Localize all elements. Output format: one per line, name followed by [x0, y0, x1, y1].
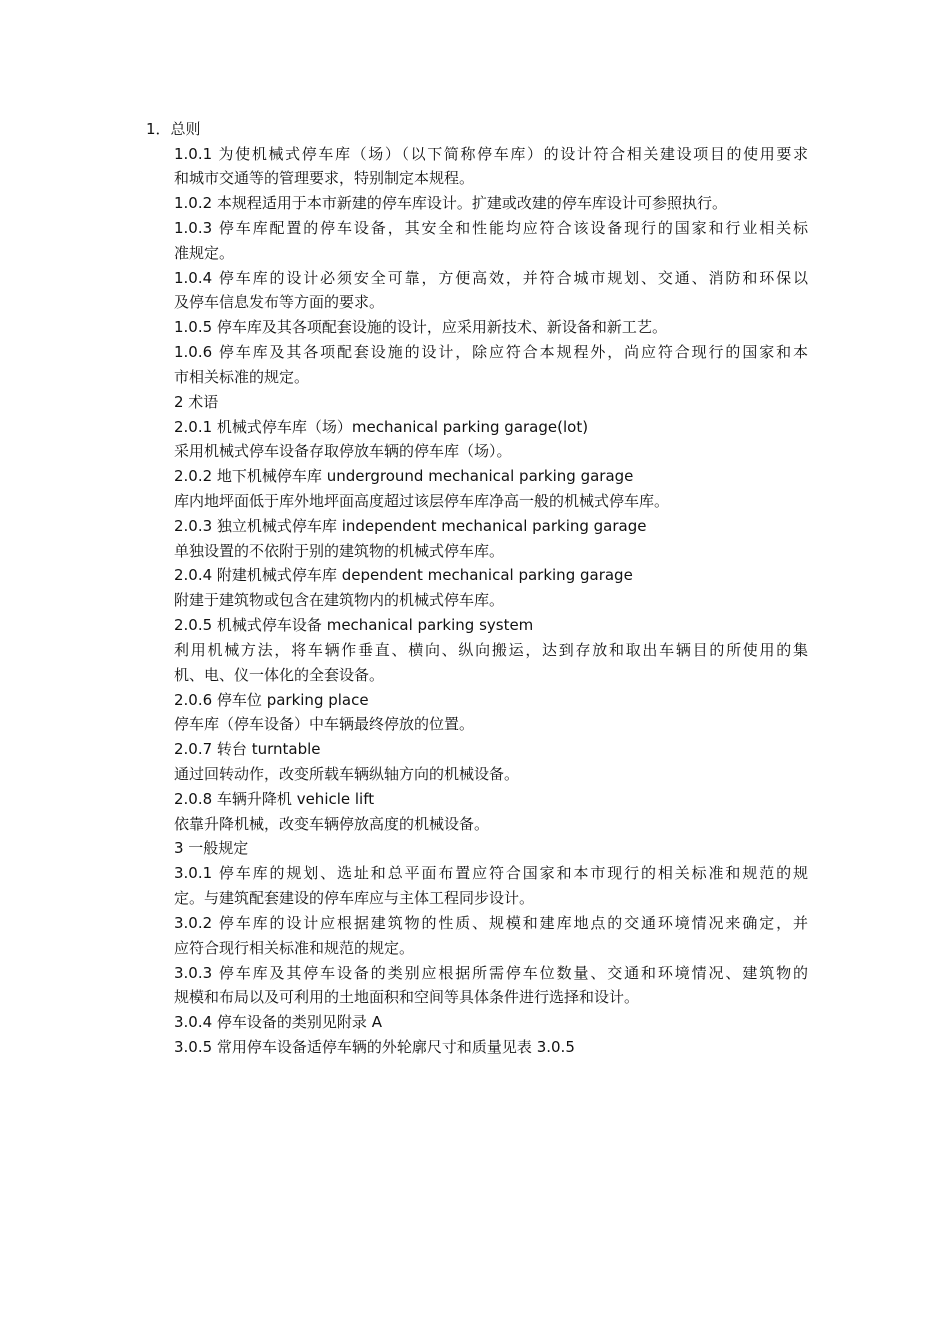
term-2-0-3-definition: 单独设置的不依附于别的建筑物的机械式停车库。 [174, 542, 505, 560]
clause-3-0-4: 3.0.4 停车设备的类别见附录 A [174, 1013, 382, 1031]
term-2-0-4-definition: 附建于建筑物或包含在建筑物内的机械式停车库。 [174, 591, 505, 609]
section-heading-terms: 2 术语 [174, 393, 219, 411]
term-2-0-2: 2.0.2 地下机械停车库 underground mechanical parking garage [174, 467, 634, 485]
term-2-0-1: 2.0.1 机械式停车库（场）mechanical parking garage(lot) [174, 418, 589, 436]
term-2-0-8: 2.0.8 车辆升降机 vehicle lift [174, 790, 375, 808]
section-heading-general-rules: 3 一般规定 [174, 839, 249, 857]
clause-3-0-3-cont: 规模和布局以及可利用的土地面积和空间等具体条件进行选择和设计。 [174, 988, 640, 1006]
clause-1-0-4: 1.0.4 停车库的设计必须安全可靠，方便高效，并符合城市规划、交通、消防和环保以 [174, 269, 808, 287]
clause-3-0-2: 3.0.2 停车库的设计应根据建筑物的性质、规模和建库地点的交通环境情况来确定，并 [174, 914, 808, 932]
term-2-0-7: 2.0.7 转台 turntable [174, 740, 321, 758]
term-2-0-1-definition: 采用机械式停车设备存取停放车辆的停车库（场）。 [174, 442, 512, 460]
clause-3-0-1-cont: 定。与建筑配套建设的停车库应与主体工程同步设计。 [174, 889, 535, 907]
clause-1-0-6: 1.0.6 停车库及其各项配套设施的设计，除应符合本规程外，尚应符合现行的国家和本 [174, 343, 808, 361]
term-2-0-2-definition: 库内地坪面低于库外地坪面高度超过该层停车库净高一般的机械式停车库。 [174, 492, 670, 510]
clause-3-0-5: 3.0.5 常用停车设备适停车辆的外轮廓尺寸和质量见表 3.0.5 [174, 1038, 575, 1056]
clause-1-0-6-cont: 市相关标准的规定。 [174, 368, 310, 386]
term-2-0-5-definition: 利用机械方法，将车辆作垂直、横向、纵向搬运，达到存放和取出车辆目的所使用的集 [174, 641, 808, 659]
section-heading-general: 1．总则 [146, 120, 201, 138]
clause-3-0-3: 3.0.3 停车库及其停车设备的类别应根据所需停车位数量、交通和环境情况、建筑物的 [174, 964, 808, 982]
term-2-0-5: 2.0.5 机械式停车设备 mechanical parking system [174, 616, 534, 634]
term-2-0-5-definition-cont: 机、电、仪一体化的全套设备。 [174, 666, 385, 684]
clause-1-0-2: 1.0.2 本规程适用于本市新建的停车库设计。扩建或改建的停车库设计可参照执行。 [174, 194, 727, 212]
term-2-0-7-definition: 通过回转动作，改变所载车辆纵轴方向的机械设备。 [174, 765, 520, 783]
term-2-0-3: 2.0.3 独立机械式停车库 independent mechanical parking garage [174, 517, 647, 535]
clause-1-0-1-cont: 和城市交通等的管理要求，特别制定本规程。 [174, 169, 475, 187]
clause-1-0-3: 1.0.3 停车库配置的停车设备，其安全和性能均应符合该设备现行的国家和行业相关标 [174, 219, 808, 237]
clause-3-0-2-cont: 应符合现行相关标准和规范的规定。 [174, 939, 415, 957]
term-2-0-6-definition: 停车库（停车设备）中车辆最终停放的位置。 [174, 715, 475, 733]
term-2-0-4: 2.0.4 附建机械式停车库 dependent mechanical parking garage [174, 566, 633, 584]
term-2-0-6: 2.0.6 停车位 parking place [174, 691, 369, 709]
clause-1-0-5: 1.0.5 停车库及其各项配套设施的设计，应采用新技术、新设备和新工艺。 [174, 318, 667, 336]
clause-3-0-1: 3.0.1 停车库的规划、选址和总平面布置应符合国家和本市现行的相关标准和规范的规 [174, 864, 808, 882]
term-2-0-8-definition: 依靠升降机械，改变车辆停放高度的机械设备。 [174, 815, 490, 833]
clause-1-0-1: 1.0.1 为使机械式停车库（场）（以下简称停车库）的设计符合相关建设项目的使用要求 [174, 145, 808, 163]
clause-1-0-3-cont: 准规定。 [174, 244, 235, 262]
clause-1-0-4-cont: 及停车信息发布等方面的要求。 [174, 293, 385, 311]
